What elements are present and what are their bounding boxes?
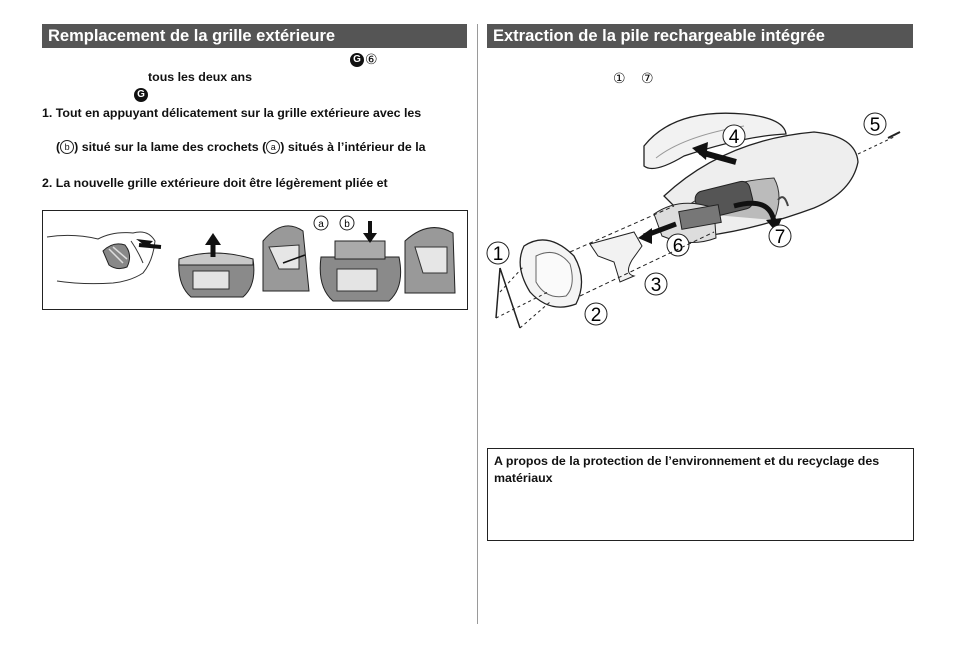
step-1-line-2 <box>56 140 426 154</box>
callout-2: 2 <box>590 305 602 326</box>
fig-label-b: b <box>344 219 350 230</box>
label-a-circle: a <box>266 140 280 154</box>
recycling-info-box <box>487 448 914 541</box>
callout-6: 6 <box>672 236 684 257</box>
step-1-end-text: ) situés à l’intérieur de la <box>280 140 426 154</box>
column-divider <box>477 24 478 624</box>
callout-1: 1 <box>492 244 504 265</box>
callout-4: 4 <box>728 127 740 148</box>
callout-7: 7 <box>774 227 786 248</box>
right-section-heading: Extraction de la pile rechargeable intégrée <box>487 24 913 48</box>
step-2-text: 2. La nouvelle grille extérieure doit être légèrement pliée et <box>42 176 388 190</box>
outer-foil-figure <box>42 210 468 310</box>
part-number-ref: ⑥ <box>365 51 378 67</box>
replacement-interval: tous les deux ans <box>148 70 252 84</box>
step-1-mid-text: ) situé sur la lame des crochets ( <box>74 140 267 154</box>
part-g-badge-2: G <box>134 88 148 102</box>
part-g-badge: G <box>350 53 364 67</box>
callout-3: 3 <box>650 275 662 296</box>
step-range-start: ① <box>613 70 626 86</box>
paren-open: ( <box>56 140 61 154</box>
recycling-info-title: A propos de la protection de l’environnement et du recyclage des matériaux <box>494 454 880 485</box>
fig-label-a: a <box>318 219 324 230</box>
step-1-line-1: 1. Tout en appuyant délicatement sur la grille extérieure avec les <box>42 106 422 120</box>
callout-5: 5 <box>869 115 881 136</box>
label-b-circle: b <box>60 140 74 154</box>
step-range-end: ⑦ <box>641 70 654 86</box>
left-section-heading: Remplacement de la grille extérieure <box>42 24 467 48</box>
outer-foil-illustration <box>43 211 467 309</box>
battery-removal-diagram <box>484 96 914 346</box>
